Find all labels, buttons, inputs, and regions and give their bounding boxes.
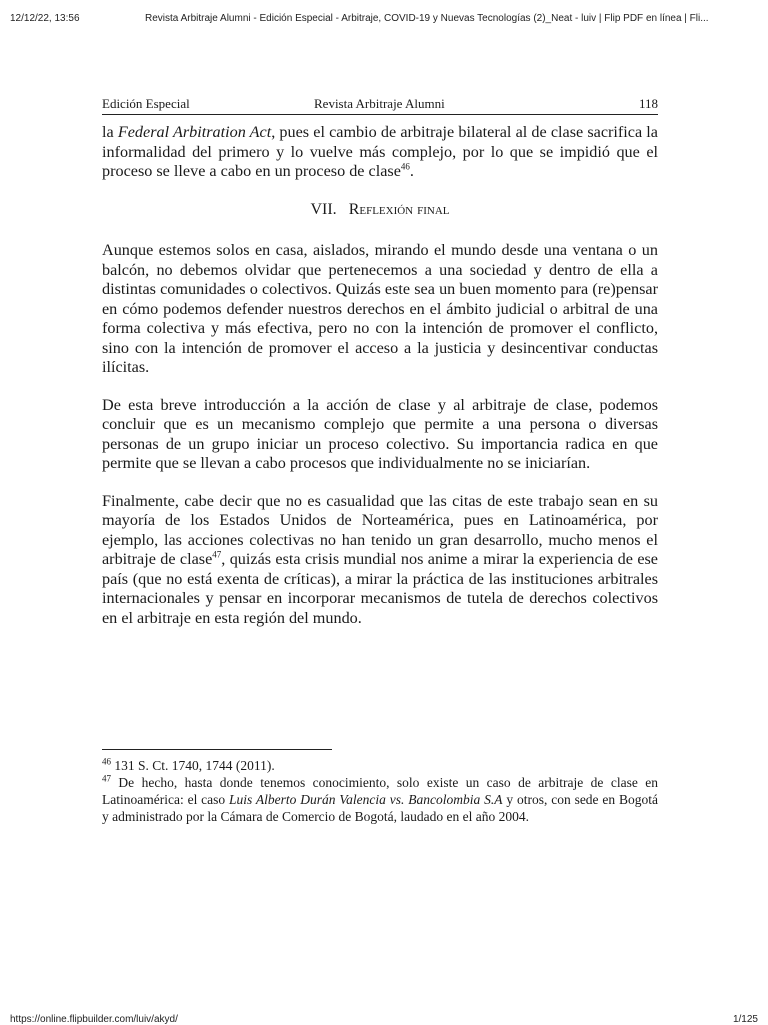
running-head-journal: Revista Arbitraje Alumni	[314, 96, 445, 111]
footnote-46: $^{46}$ 131 S. Ct. 1740, 1744 (2011).	[102, 756, 275, 773]
paragraph-3: De esta breve introducción a la acción de clase y al arbitraje de clase, podemos concluir que es un mecanismo complejo que permite a una persona o diversas personas de un grupo iniciar un proceso colectivo. Su importancia radica en que permite que se llevan a cabo procesos que individualmente no se iniciarían.	[102, 395, 658, 472]
article-body	[102, 123, 658, 646]
running-head	[102, 96, 658, 115]
footnote-divider	[102, 749, 332, 750]
section-number: VII.	[310, 200, 337, 218]
italic-act-name: Federal Arbitration Act	[117, 123, 272, 141]
paragraph-4: Finalmente, cabe decir que no es casualidad que las citas de este trabajo sean en su mayoría de los Estados Unidos de Norteamérica, pues en Latinoamérica, por ejemplo, las acciones colectivas no han tenido un gran desarrollo, mucho menos el arbitraje de clase$^{47}$, quizás esta crisis mundial nos anime a mirar la experiencia de ese país (que no está exenta de críticas), a mirar la práctica de las instituciones arbitrales internacionales y pensar en incorporar mecanismos de tutela de derechos colectivos en el arbitraje en esta región del mundo.	[102, 491, 658, 627]
running-head-page-number: 118	[638, 96, 658, 111]
section-heading	[102, 200, 658, 220]
footnotes	[102, 757, 658, 825]
italic-case-name: Luis Alberto Durán Valencia vs. Bancolombia S.A	[229, 792, 503, 807]
footnote-ref-47[interactable]: 47	[212, 549, 222, 560]
paragraph-1: la Federal Arbitration Act, pues el cambio de arbitraje bilateral al de clase sacrifica la informalidad del primero y lo vuelve más complejo, por lo que se impidió que el proceso se lleve a cabo en un proceso de clase$^{46}$.	[102, 123, 658, 180]
section-title: Reflexión final	[348, 200, 450, 218]
print-page-count: 1/125	[732, 1014, 758, 1025]
footnote-47: $^{47}$ De hecho, hasta donde tenemos conocimiento, solo existe un caso de arbitraje de clase en Latinoamérica: el caso Luis Alberto Durán Valencia vs. Bancolombia S.A y otros, con sede en Bogotá y administrado por la Cámara de Comercio de Bogotá, laudado en el año 2004.	[102, 773, 659, 824]
print-url[interactable]: https://online.flipbuilder.com/luiv/akyd/	[10, 1014, 178, 1025]
running-head-edition: Edición Especial	[102, 96, 190, 111]
footnote-ref-46[interactable]: 46	[400, 161, 410, 172]
print-timestamp: 12/12/22, 13:56	[10, 13, 80, 24]
print-document-title: Revista Arbitraje Alumni - Edición Especial - Arbitraje, COVID-19 y Nuevas Tecnologías (2)_Neat - luiv | Flip PDF en línea | Fli...	[145, 13, 709, 24]
paragraph-2: Aunque estemos solos en casa, aislados, mirando el mundo desde una ventana o un balcón, no debemos olvidar que pertenecemos a una sociedad y dentro de ella a distintas comunidades o colectivos. Quizás este sea un buen momento para (re)pensar en cómo podemos defender nuestros derechos en el ámbito judicial o arbitral de una forma colectiva y más efectiva, pero no con la intención de promover el conflicto, sino con la intención de promover el acceso a la justicia y desincentivar conductas ilícitas.	[102, 241, 658, 376]
